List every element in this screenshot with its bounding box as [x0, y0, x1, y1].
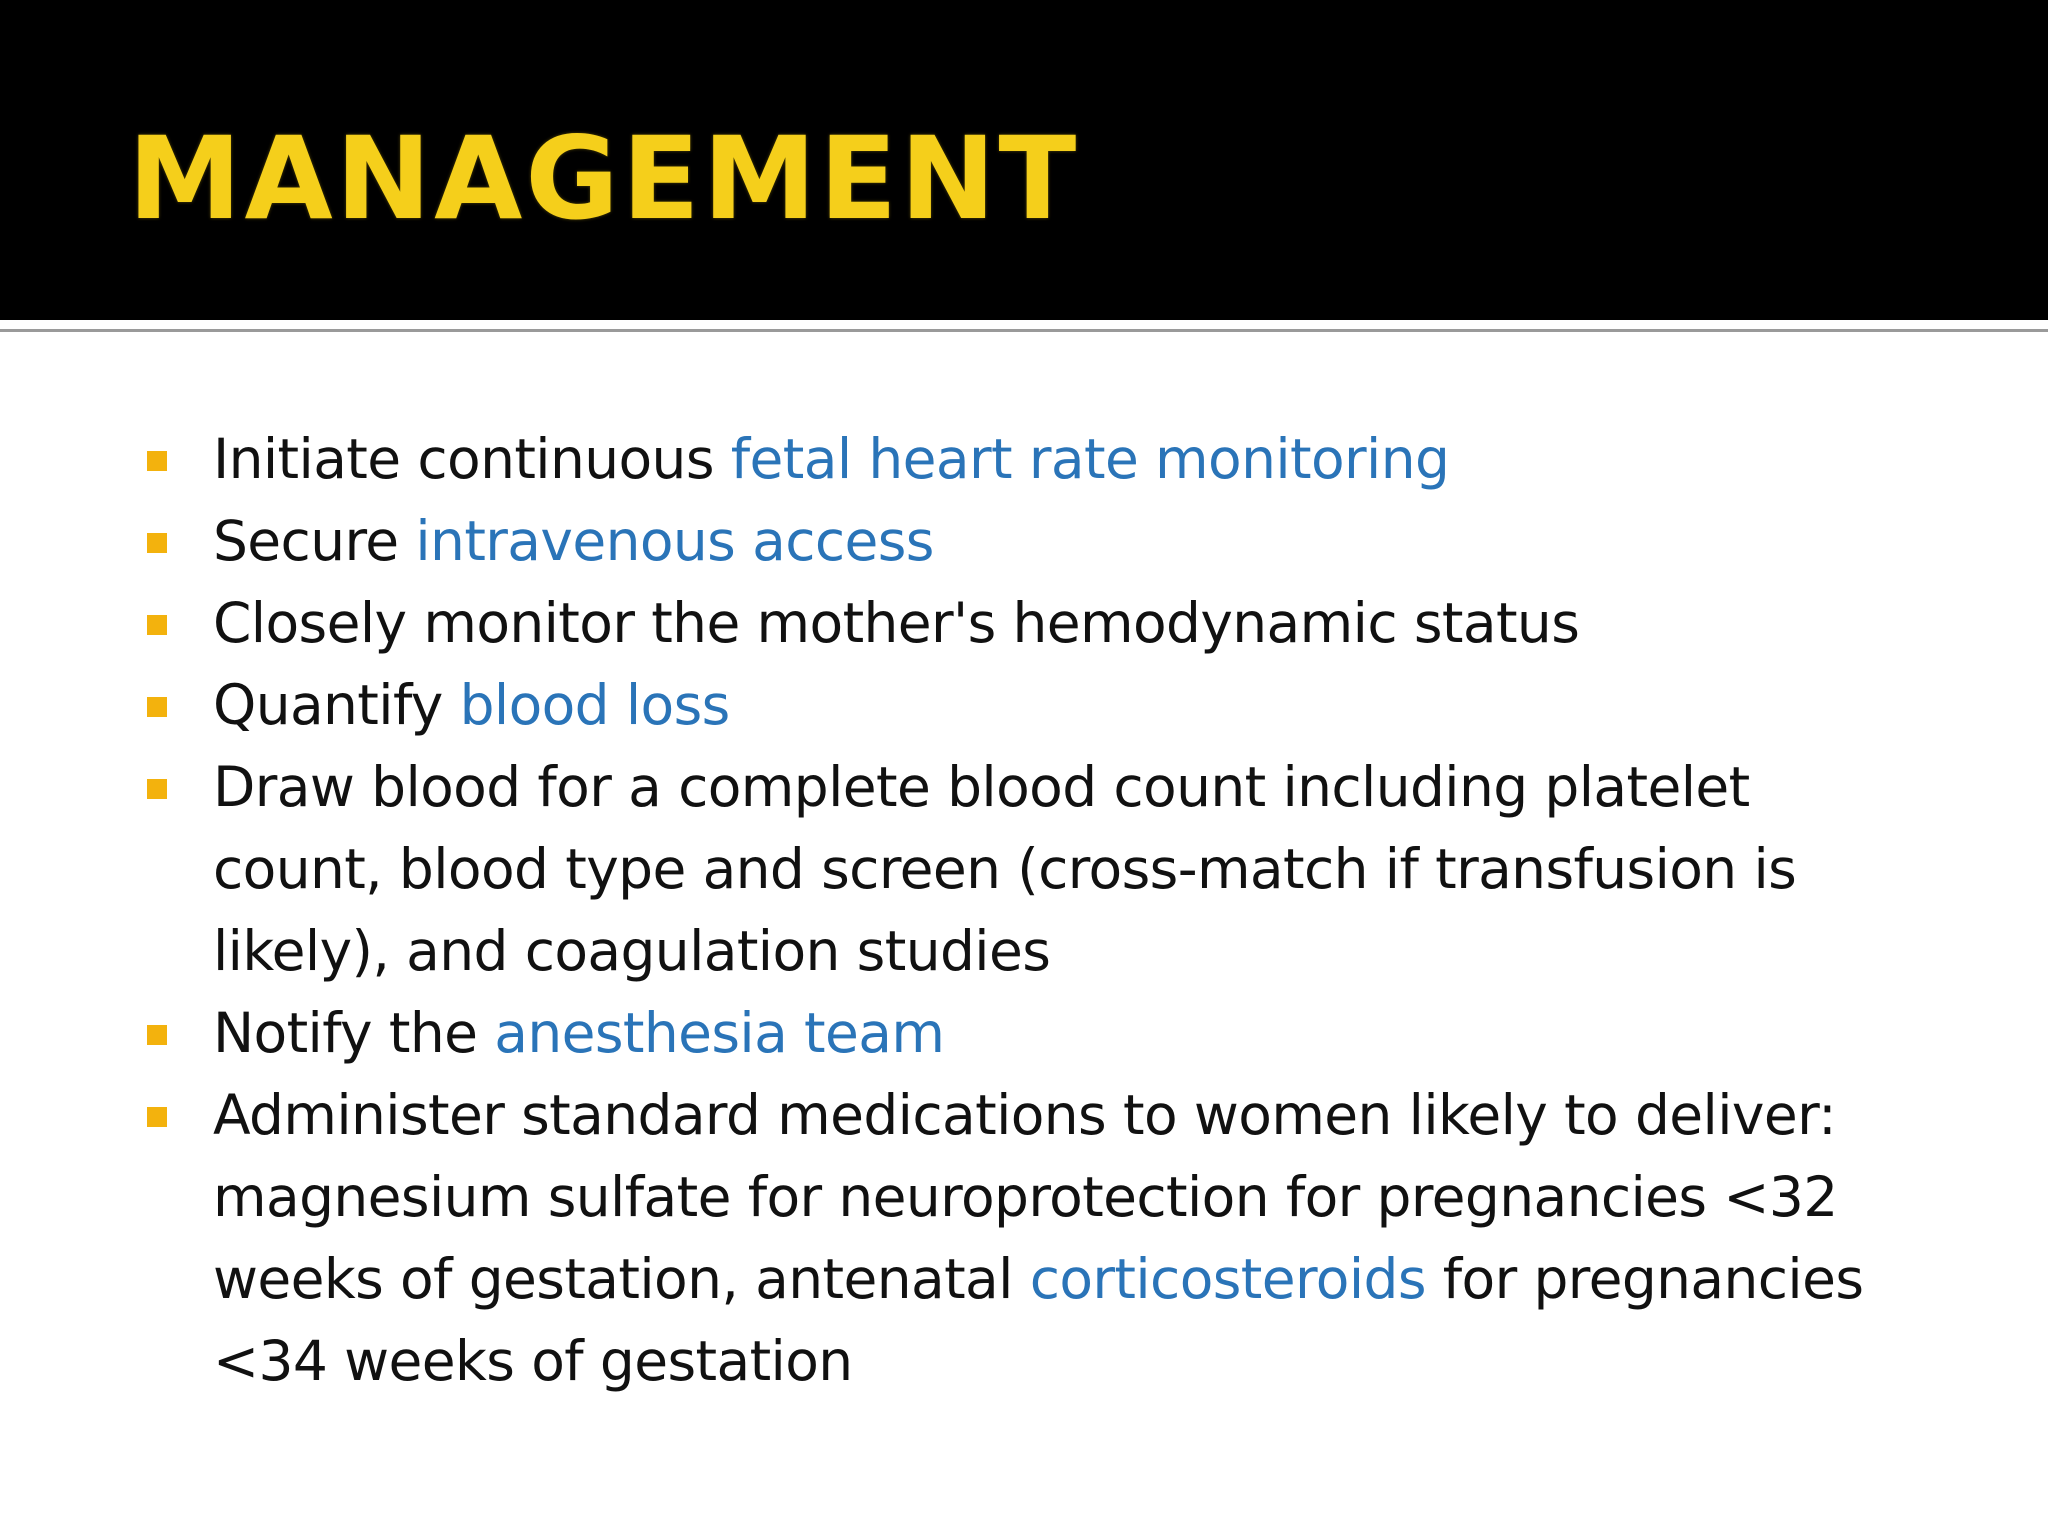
- square-bullet-icon: [147, 451, 167, 471]
- bullet-item: [213, 582, 1873, 664]
- square-bullet-icon: [147, 779, 167, 799]
- square-bullet-icon: [147, 1107, 167, 1127]
- bullet-item: [213, 992, 1873, 1074]
- bullet-text: Quantify: [213, 673, 460, 737]
- bullet-item: [213, 664, 1873, 746]
- bullet-text: Closely monitor the mother's hemodynamic status: [213, 591, 1580, 655]
- title-bar: [0, 0, 2048, 320]
- bullet-text: Initiate continuous: [213, 427, 731, 491]
- bullet-link-text[interactable]: fetal heart rate monitoring: [730, 427, 1450, 491]
- square-bullet-icon: [147, 1025, 167, 1045]
- bullet-link-text[interactable]: blood loss: [459, 673, 730, 737]
- bullet-link-text[interactable]: anesthesia team: [494, 1001, 945, 1065]
- bullet-item: [213, 500, 1873, 582]
- slide-title: MANAGEMENT: [128, 112, 1080, 245]
- bullet-text: Secure: [213, 509, 416, 573]
- bullet-text: Administer standard medications to women likely to deliver: magnesium sulfate for neuroprotection for pregnancies <32 weeks of gestation, antenatal: [213, 1083, 1838, 1311]
- bullet-list: [213, 418, 1873, 1402]
- header-divider-white: [0, 320, 2048, 329]
- bullet-item: [213, 1074, 1873, 1402]
- square-bullet-icon: [147, 615, 167, 635]
- square-bullet-icon: [147, 697, 167, 717]
- bullet-text-tail: for pregnancies <34 weeks of gestation: [213, 1247, 1864, 1393]
- bullet-text: Notify the: [213, 1001, 495, 1065]
- bullet-item: [213, 418, 1873, 500]
- bullet-item: [213, 746, 1873, 992]
- bullet-link-text[interactable]: intravenous access: [415, 509, 934, 573]
- square-bullet-icon: [147, 533, 167, 553]
- bullet-text: Draw blood for a complete blood count including platelet count, blood type and screen (cross-match if transfusion is likely), and coagulation studies: [213, 755, 1797, 983]
- bullet-link-text[interactable]: corticosteroids: [1029, 1247, 1426, 1311]
